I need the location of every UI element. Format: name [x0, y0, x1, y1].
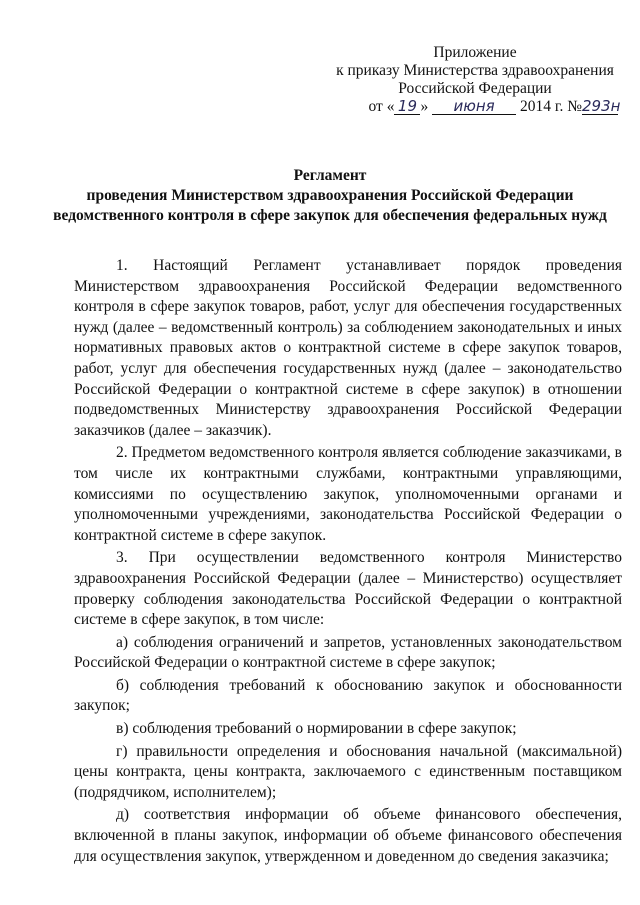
paragraph-1: 1. Настоящий Регламент устанавливает порядок проведения Министерством здравоохранения Российской Федерации ведомственного контроля в сфере закупок товаров, работ, услуг для обеспечения государственных нужд (далее – ведомственный контроль) за соблюдением законодательных и иных нормативных правовых актов о контрактной системе в сфере закупок товаров, работ, услуг для обеспечения государственных нужд (далее – законодательство Российской Федерации о контрактной системе в сфере закупок) в отношении подведомственных Министерству здравоохранения Российской Федерации заказчиков (далее – заказчик). — [74, 257, 622, 439]
date-quote-close: » — [420, 98, 429, 115]
item-a: а) соблюдения ограничений и запретов, установленных законодательством Российской Федерации о контрактной системе в сфере закупок; — [74, 633, 622, 672]
item-d: д) соответствия информации об объеме финансового обеспечения, включенной в планы закупок, информации об объеме финансового обеспечения для осуществления закупок, утвержденном и доведенном до сведения заказчика; — [74, 806, 622, 865]
title-line-2: проведения Министерством здравоохранения Российской Федерации — [86, 187, 574, 204]
document-body — [74, 256, 622, 869]
date-year: 2014 г. № — [519, 98, 582, 115]
item-g: г) правильности определения и обоснования начальной (максимальной) цены контракта, цены контракта, заключаемого с единственным поставщиком (подрядчиком, исполнителем); — [74, 742, 622, 801]
title-line-3: ведомственного контроля в сфере закупок для обеспечения федеральных нужд — [53, 207, 607, 224]
document-title — [40, 166, 620, 226]
appendix-label: Приложение — [433, 44, 517, 61]
date-prefix: от « — [368, 98, 395, 115]
paragraph-2: 2. Предметом ведомственного контроля является соблюдение заказчиками, в том числе их контрактными службами, контрактными управляющими, комиссиями по осуществлению закупок, уполномоченными органами и уполномоченными учреждениями, законодательства Российской Федерации о контрактной системе в сфере закупок. — [74, 444, 622, 544]
order-date-line — [330, 98, 620, 116]
order-reference: к приказу Министерства здравоохранения — [336, 62, 614, 79]
paragraph-3: 3. При осуществлении ведомственного контроля Министерство здравоохранения Российской Федерации (далее – Министерство) осуществляет проверку соблюдения законодательства Российской Федерации о контрактной системе в сфере закупок, в том числе: — [74, 549, 622, 629]
appendix-header — [330, 44, 620, 116]
item-v: в) соблюдения требований о нормировании в сфере закупок; — [116, 720, 517, 738]
handwritten-day: 19 — [394, 98, 420, 115]
title-line-1: Регламент — [293, 167, 367, 184]
handwritten-order-number: 293н — [582, 97, 621, 115]
item-b: б) соблюдения требований к обоснованию закупок и обоснованности закупок; — [74, 676, 622, 715]
handwritten-month: июня — [432, 98, 516, 115]
ministry-name: Российской Федерации — [398, 80, 552, 97]
